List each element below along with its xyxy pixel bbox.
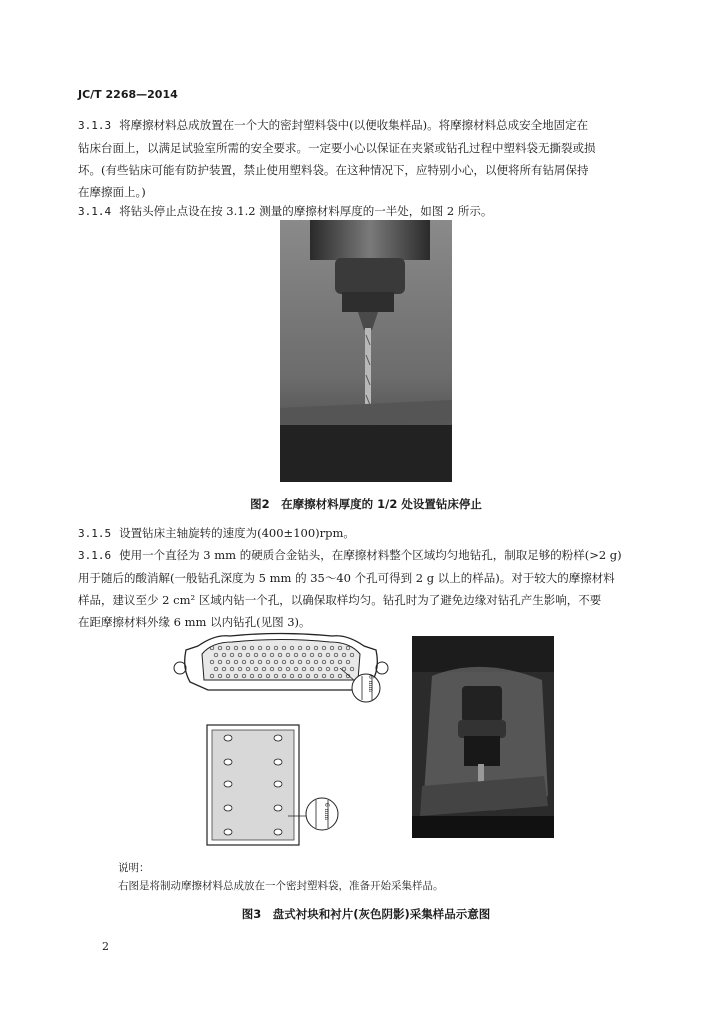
para-line: 钻床台面上，以满足试验室所需的安全要求。一定要小心以保证在夹紧或钻孔过程中塑料袋无撕裂或损 bbox=[78, 141, 596, 155]
section-number: 3.1.6 bbox=[78, 549, 112, 562]
section-number: 3.1.5 bbox=[78, 527, 112, 540]
section-number: 3.1.4 bbox=[78, 205, 112, 218]
para-line: 样品，建议至少 2 cm² 区域内钻一个孔，以确保取样均匀。钻孔时为了避免边缘对钻孔产生影响，不要 bbox=[78, 593, 602, 607]
para-line: 用于随后的酸消解(一般钻孔深度为 5 mm 的 35～40 个孔可得到 2 g 以上的样品)。对于较大的摩擦材料 bbox=[78, 571, 615, 585]
lining-dimension-label: 6 mm bbox=[323, 802, 331, 821]
para-line: 在摩擦面上。) bbox=[78, 185, 146, 199]
section-3-1-6 bbox=[78, 544, 660, 633]
pad-dimension-label: 6 mm bbox=[367, 674, 375, 693]
figure-3-note-title: 说明： bbox=[118, 862, 150, 874]
lining-dimension-callout bbox=[286, 794, 342, 836]
section-3-1-3 bbox=[78, 114, 660, 203]
section-number: 3.1.3 bbox=[78, 119, 112, 132]
para-text: 设置钻床主轴旋转的速度为(400±100)rpm。 bbox=[119, 526, 355, 540]
bagged-pad-photo bbox=[412, 636, 554, 838]
para-text: 将钻头停止点设在按 3.1.2 测量的摩擦材料厚度的一半处，如图 2 所示。 bbox=[119, 204, 493, 218]
figure-3-caption: 图3 盘式衬块和衬片(灰色阴影)采集样品示意图 bbox=[241, 907, 491, 921]
section-3-1-5 bbox=[78, 522, 660, 545]
para-line: 坏。(有些钻床可能有防护装置，禁止使用塑料袋。在这种情况下，应特别小心，以便将所有钻屑保持 bbox=[78, 163, 589, 177]
pad-dimension-callout bbox=[340, 668, 382, 708]
figure-2-caption: 图2 在摩擦材料厚度的 1/2 处设置钻床停止 bbox=[250, 497, 482, 511]
para-line: 将摩擦材料总成放置在一个大的密封塑料袋中(以便收集样品)。将摩擦材料总成安全地固定在 bbox=[119, 118, 589, 132]
para-line: 使用一个直径为 3 mm 的硬质合金钻头，在摩擦材料整个区域均匀地钻孔，制取足够的粉样(>2 g) bbox=[119, 548, 622, 562]
drill-press-photo bbox=[280, 220, 452, 482]
para-line: 在距摩擦材料外缘 6 mm 以内钻孔(见图 3)。 bbox=[78, 615, 311, 629]
standard-number: JC/T 2268—2014 bbox=[78, 88, 178, 101]
figure-3-note-text: 右图是将制动摩擦材料总成放在一个密封塑料袋，准备开始采集样品。 bbox=[118, 880, 444, 892]
page-number: 2 bbox=[102, 940, 109, 953]
